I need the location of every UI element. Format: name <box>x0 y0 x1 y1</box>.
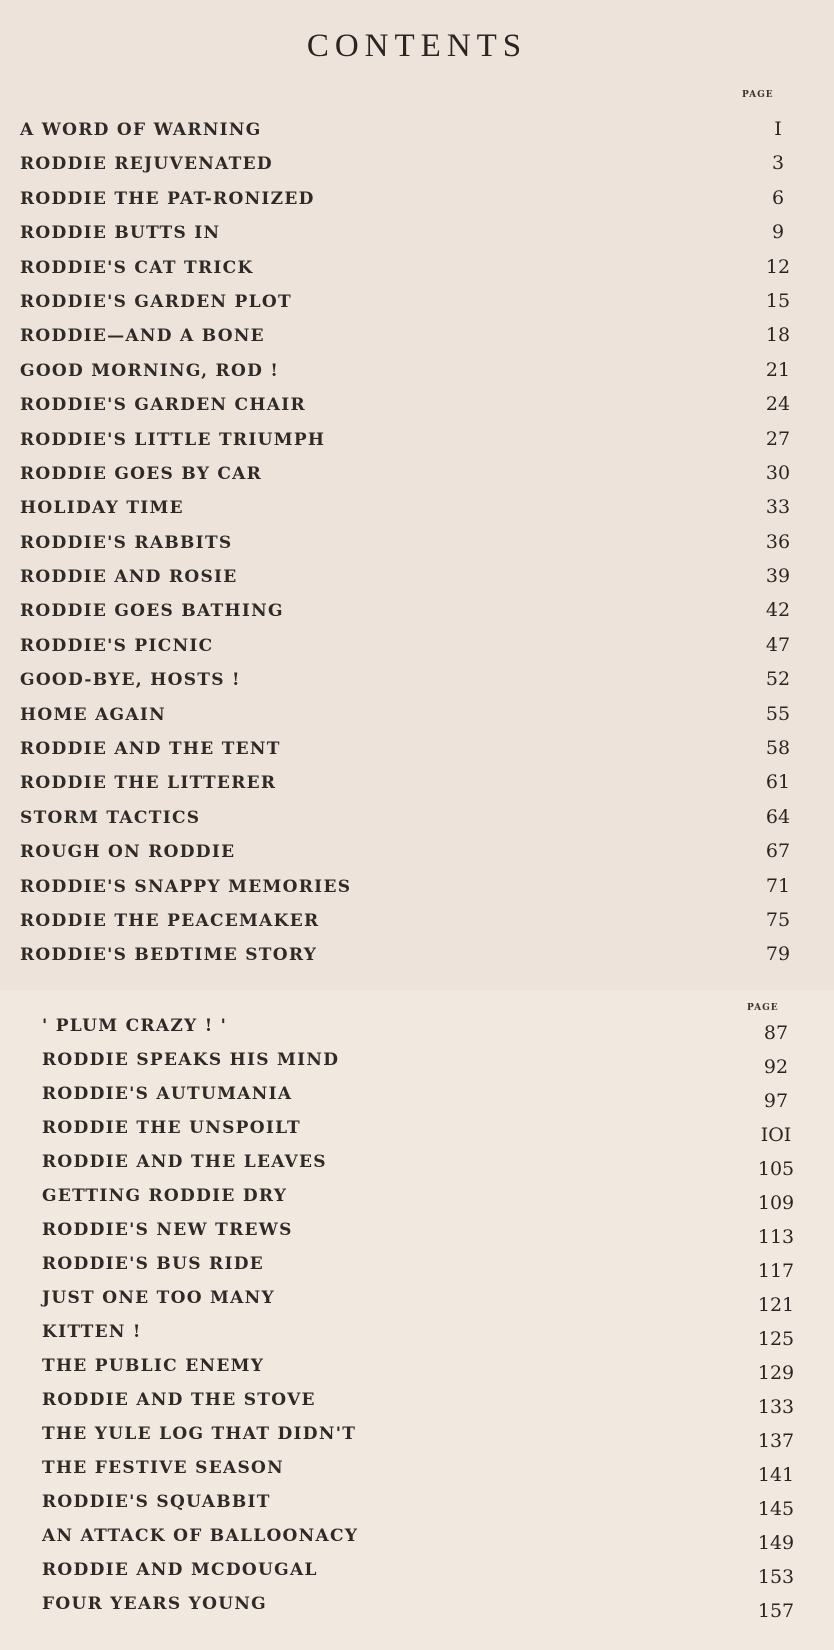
toc-entry-title: RODDIE THE PEACEMAKER <box>20 910 320 931</box>
toc-entry <box>0 1080 834 1114</box>
toc-entry <box>0 288 834 322</box>
toc-entry-title: A WORD OF WARNING <box>20 120 262 140</box>
toc-entry-page: 9 <box>771 221 785 244</box>
toc-entry <box>0 735 834 769</box>
toc-entry-title: RODDIE'S GARDEN PLOT <box>20 291 292 312</box>
toc-entry <box>0 941 834 975</box>
toc-entry-title: STORM TACTICS <box>20 807 201 828</box>
toc-entry <box>0 529 834 563</box>
toc-entry-title: KITTEN ! <box>42 1322 142 1342</box>
toc-entry-page: 55 <box>765 702 791 725</box>
toc-entry-page: 137 <box>757 1430 795 1452</box>
toc-entry <box>0 150 834 184</box>
toc-entry <box>0 1420 834 1454</box>
toc-entry-title: RODDIE'S CAT TRICK <box>20 257 254 278</box>
toc-entry <box>0 391 834 425</box>
toc-entry-title: RODDIE'S LITTLE TRIUMPH <box>20 429 326 450</box>
toc-entry-page: 97 <box>763 1090 789 1112</box>
toc-entry-title: RODDIE'S BEDTIME STORY <box>20 945 318 966</box>
toc-entry-page: 145 <box>757 1498 795 1520</box>
toc-entry <box>0 357 834 391</box>
toc-entry-title: RODDIE THE PAT-RONIZED <box>20 188 315 209</box>
toc-entry <box>0 1454 834 1488</box>
toc-entry-title: RODDIE'S NEW TREWS <box>42 1220 293 1240</box>
toc-entry-page: 24 <box>765 393 791 416</box>
toc-entry <box>0 116 834 150</box>
toc-entry-page: 153 <box>757 1566 795 1588</box>
toc-entry <box>0 1556 834 1590</box>
toc-entry-title: GOOD MORNING, ROD ! <box>20 360 280 381</box>
toc-entry-title: RODDIE SPEAKS HIS MIND <box>42 1050 340 1070</box>
toc-entry <box>0 597 834 631</box>
toc-entry-title: RODDIE'S BUS RIDE <box>42 1254 264 1274</box>
toc-entry-title: RODDIE BUTTS IN <box>20 223 221 244</box>
toc-entry-page: 30 <box>765 461 791 484</box>
toc-entry-title: THE PUBLIC ENEMY <box>42 1356 265 1376</box>
toc-entry-title: HOLIDAY TIME <box>20 498 184 519</box>
toc-entry-page: IOI <box>760 1124 792 1146</box>
toc-entry <box>0 426 834 460</box>
toc-entry <box>0 185 834 219</box>
toc-entry <box>0 907 834 941</box>
toc-entry-page: 117 <box>757 1260 795 1282</box>
toc-entry <box>0 769 834 803</box>
toc-entry-page: 39 <box>765 565 791 588</box>
toc-entry <box>0 1148 834 1182</box>
toc-entry-title: AN ATTACK OF BALLOONACY <box>42 1526 359 1546</box>
toc-entry <box>0 254 834 288</box>
toc-entry <box>0 1352 834 1386</box>
toc-entry-title: JUST ONE TOO MANY <box>42 1288 275 1308</box>
toc-entry-title: RODDIE GOES BATHING <box>20 601 284 622</box>
toc-entry <box>0 1386 834 1420</box>
toc-entry-page: 121 <box>757 1294 795 1316</box>
toc-entry <box>0 1250 834 1284</box>
toc-entry <box>0 494 834 528</box>
toc-entry <box>0 666 834 700</box>
toc-entry <box>0 804 834 838</box>
toc-entry-title: ' PLUM CRAZY ! ' <box>42 1016 228 1036</box>
toc-entry-page: 75 <box>765 908 791 931</box>
page-title: CONTENTS <box>306 28 528 64</box>
toc-entry <box>0 838 834 872</box>
toc-entry-title: GOOD-BYE, HOSTS ! <box>20 670 241 691</box>
toc-entry-page: 149 <box>757 1532 795 1554</box>
toc-entry-title: HOME AGAIN <box>20 704 166 725</box>
toc-entry-title: THE FESTIVE SEASON <box>42 1458 285 1478</box>
toc-entry-page: 61 <box>765 771 791 794</box>
toc-entry <box>0 1114 834 1148</box>
toc-entry-title: RODDIE AND THE STOVE <box>42 1390 316 1410</box>
toc-entry-page: 92 <box>763 1056 789 1078</box>
toc-entry-page: 141 <box>757 1464 795 1486</box>
toc-entry-page: 12 <box>765 255 791 278</box>
toc-entry-title: RODDIE'S SNAPPY MEMORIES <box>20 876 352 897</box>
toc-entry <box>0 563 834 597</box>
toc-entry-page: 64 <box>765 805 791 828</box>
toc-entry <box>0 1182 834 1216</box>
toc-entry <box>0 1046 834 1080</box>
toc-entry-page: 18 <box>765 324 791 347</box>
toc-entry <box>0 632 834 666</box>
toc-entry-title: ROUGH ON RODDIE <box>20 842 236 863</box>
page-column-header: PAGE <box>747 1003 779 1013</box>
toc-entry-title: RODDIE GOES BY CAR <box>20 463 263 484</box>
toc-entry-page: 113 <box>757 1226 795 1248</box>
toc-entry-page: 42 <box>765 599 791 622</box>
toc-entry-title: RODDIE AND ROSIE <box>20 567 238 588</box>
toc-entry-page: 133 <box>757 1396 795 1418</box>
toc-entry <box>0 1522 834 1556</box>
toc-entry-page: 15 <box>765 289 791 312</box>
toc-entry-title: RODDIE'S SQUABBIT <box>42 1492 271 1512</box>
toc-entry-title: RODDIE AND THE TENT <box>20 739 281 760</box>
toc-entry-page: 33 <box>765 496 791 519</box>
toc-entry-title: RODDIE REJUVENATED <box>20 154 273 175</box>
toc-entry-title: THE YULE LOG THAT DIDN'T <box>42 1424 357 1444</box>
toc-entry-title: RODDIE'S AUTUMANIA <box>42 1084 293 1104</box>
toc-entry <box>0 1488 834 1522</box>
toc-entry-title: RODDIE THE UNSPOILT <box>42 1118 301 1138</box>
toc-entry-page: 79 <box>765 943 791 966</box>
contents-list-part-2 <box>0 1012 834 1624</box>
toc-entry <box>0 1012 834 1046</box>
contents-list-part-1 <box>0 116 834 976</box>
toc-entry <box>0 1590 834 1624</box>
toc-entry <box>0 701 834 735</box>
toc-entry-title: RODDIE AND THE LEAVES <box>42 1152 327 1172</box>
toc-entry <box>0 460 834 494</box>
toc-entry-page: 67 <box>765 840 791 863</box>
toc-entry-page: 157 <box>757 1600 795 1622</box>
toc-entry-title: RODDIE'S GARDEN CHAIR <box>20 395 306 416</box>
toc-entry-page: 105 <box>757 1158 795 1180</box>
toc-entry-title: RODDIE THE LITTERER <box>20 773 277 794</box>
toc-entry-title: RODDIE—AND A BONE <box>20 326 265 347</box>
toc-entry-title: RODDIE'S RABBITS <box>20 532 233 553</box>
toc-entry-page: 87 <box>763 1022 789 1044</box>
toc-entry-page: 47 <box>765 633 791 656</box>
toc-entry-page: 58 <box>765 737 791 760</box>
toc-entry-page: 129 <box>757 1362 795 1384</box>
toc-entry-page: 109 <box>757 1192 795 1214</box>
page-column-header: PAGE <box>742 90 774 100</box>
toc-entry-title: GETTING RODDIE DRY <box>42 1186 288 1206</box>
toc-entry <box>0 873 834 907</box>
toc-entry-page: 21 <box>765 358 791 381</box>
toc-entry <box>0 322 834 356</box>
toc-entry-page: 36 <box>765 530 791 553</box>
toc-entry <box>0 1216 834 1250</box>
toc-entry-page: 6 <box>771 186 785 209</box>
toc-entry-page: 3 <box>771 152 785 175</box>
toc-entry-title: RODDIE AND MCDOUGAL <box>42 1560 318 1580</box>
toc-entry-page: 52 <box>765 668 791 691</box>
toc-entry-title: RODDIE'S PICNIC <box>20 635 214 656</box>
toc-entry <box>0 1284 834 1318</box>
toc-entry <box>0 219 834 253</box>
toc-entry-title: FOUR YEARS YOUNG <box>42 1594 267 1614</box>
toc-entry-page: I <box>774 118 782 140</box>
toc-entry-page: 27 <box>765 427 791 450</box>
toc-entry <box>0 1318 834 1352</box>
toc-entry-page: 71 <box>765 874 791 897</box>
toc-entry-page: 125 <box>757 1328 795 1350</box>
